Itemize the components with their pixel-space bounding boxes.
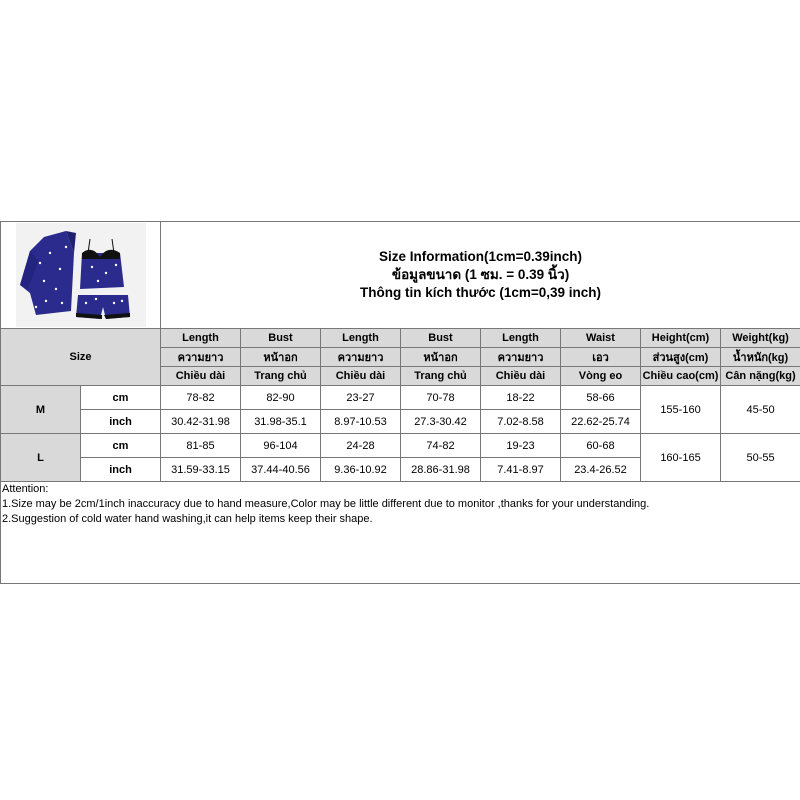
l-cm-bust-1: 96-104 bbox=[241, 434, 321, 458]
title-line-thai: ข้อมูลขนาด (1 ซม. = 0.39 นิ้ว) bbox=[391, 267, 570, 282]
l-height: 160-165 bbox=[641, 434, 721, 482]
header-vi-7: Chiều cao(cm) bbox=[641, 367, 721, 386]
header-th-3: ความยาว bbox=[321, 348, 401, 367]
header-en-5: Length bbox=[481, 329, 561, 348]
attention-line-2: 2.Suggestion of cold water hand washing,it can help items keep their shape. bbox=[2, 513, 373, 525]
header-vi-3: Chiều dài bbox=[321, 367, 401, 386]
header-vi-2: Trang chủ bbox=[241, 367, 321, 386]
m-inch-bust-2: 27.3-30.42 bbox=[401, 410, 481, 434]
l-inch-bust-2: 28.86-31.98 bbox=[401, 458, 481, 482]
size-table bbox=[0, 221, 800, 482]
l-cm-length-3: 19-23 bbox=[481, 434, 561, 458]
m-inch-length-1: 30.42-31.98 bbox=[161, 410, 241, 434]
m-inch-bust-1: 31.98-35.1 bbox=[241, 410, 321, 434]
table-row bbox=[1, 386, 800, 410]
size-m-label: M bbox=[1, 386, 81, 434]
l-inch-bust-1: 37.44-40.56 bbox=[241, 458, 321, 482]
l-weight: 50-55 bbox=[721, 434, 800, 482]
l-inch-length-3: 7.41-8.97 bbox=[481, 458, 561, 482]
attention-line-1: 1.Size may be 2cm/1inch inaccuracy due to hand measure,Color may be little different due to monitor ,thanks for your understanding. bbox=[2, 498, 650, 510]
header-th-4: หน้าอก bbox=[401, 348, 481, 367]
header-vi-8: Cân nặng(kg) bbox=[721, 367, 800, 386]
unit-label-inch: inch bbox=[81, 458, 161, 482]
l-cm-length-2: 24-28 bbox=[321, 434, 401, 458]
m-cm-bust-1: 82-90 bbox=[241, 386, 321, 410]
header-vi-6: Vòng eo bbox=[561, 367, 641, 386]
header-vi-4: Trang chủ bbox=[401, 367, 481, 386]
header-en-7: Height(cm) bbox=[641, 329, 721, 348]
header-en-8: Weight(kg) bbox=[721, 329, 800, 348]
size-l-label: L bbox=[1, 434, 81, 482]
header-en-2: Bust bbox=[241, 329, 321, 348]
header-vi-5: Chiều dài bbox=[481, 367, 561, 386]
attention-heading: Attention: bbox=[2, 483, 49, 495]
product-thumbnail bbox=[1, 222, 161, 329]
l-cm-waist: 60-68 bbox=[561, 434, 641, 458]
l-inch-length-1: 31.59-33.15 bbox=[161, 458, 241, 482]
m-cm-waist: 58-66 bbox=[561, 386, 641, 410]
title-line-vietnamese: Thông tin kích thước (1cm=0,39 inch) bbox=[360, 285, 602, 300]
m-cm-length-3: 18-22 bbox=[481, 386, 561, 410]
header-th-1: ความยาว bbox=[161, 348, 241, 367]
pajama-set-image bbox=[16, 223, 146, 327]
header-en-4: Bust bbox=[401, 329, 481, 348]
attention-notes bbox=[0, 482, 800, 584]
l-cm-bust-2: 74-82 bbox=[401, 434, 481, 458]
m-inch-length-3: 7.02-8.58 bbox=[481, 410, 561, 434]
header-vi-1: Chiều dài bbox=[161, 367, 241, 386]
m-inch-waist: 22.62-25.74 bbox=[561, 410, 641, 434]
m-cm-length-2: 23-27 bbox=[321, 386, 401, 410]
size-header-cell: Size bbox=[1, 329, 161, 386]
header-th-8: น้ำหนัก(kg) bbox=[721, 348, 800, 367]
header-en-1: Length bbox=[161, 329, 241, 348]
m-inch-length-2: 8.97-10.53 bbox=[321, 410, 401, 434]
unit-label-cm: cm bbox=[81, 386, 161, 410]
l-inch-waist: 23.4-26.52 bbox=[561, 458, 641, 482]
unit-label-cm: cm bbox=[81, 434, 161, 458]
m-height: 155-160 bbox=[641, 386, 721, 434]
unit-label-inch: inch bbox=[81, 410, 161, 434]
header-en-6: Waist bbox=[561, 329, 641, 348]
size-information-title bbox=[161, 222, 800, 329]
header-th-2: หน้าอก bbox=[241, 348, 321, 367]
table-row bbox=[1, 434, 800, 458]
l-inch-length-2: 9.36-10.92 bbox=[321, 458, 401, 482]
header-en-3: Length bbox=[321, 329, 401, 348]
size-chart bbox=[0, 221, 800, 577]
title-line-english: Size Information(1cm=0.39inch) bbox=[379, 249, 582, 264]
m-weight: 45-50 bbox=[721, 386, 800, 434]
header-th-5: ความยาว bbox=[481, 348, 561, 367]
m-cm-length-1: 78-82 bbox=[161, 386, 241, 410]
header-th-6: เอว bbox=[561, 348, 641, 367]
header-th-7: ส่วนสูง(cm) bbox=[641, 348, 721, 367]
m-cm-bust-2: 70-78 bbox=[401, 386, 481, 410]
l-cm-length-1: 81-85 bbox=[161, 434, 241, 458]
